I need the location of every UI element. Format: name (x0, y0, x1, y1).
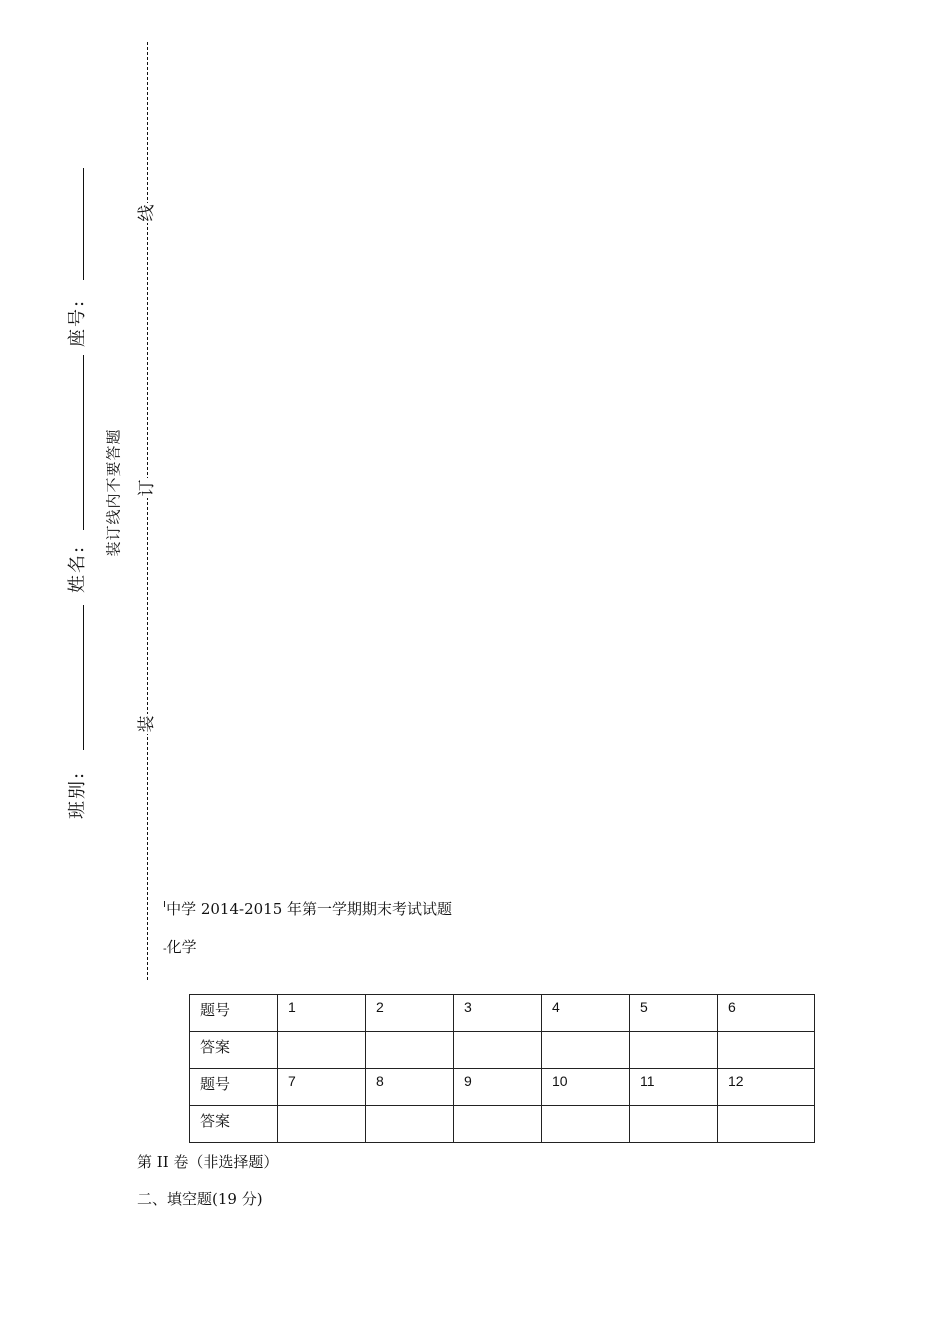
answer-cell[interactable] (278, 1032, 366, 1069)
table-cell: 6 (718, 995, 815, 1032)
exam-title: $^ı$中学 2014-2015 年第一学期期末考试试题 (163, 898, 453, 918)
seat-field[interactable] (83, 168, 84, 280)
part2-title: 第 II 卷（非选择题） (137, 1153, 279, 1171)
table-cell: 9 (454, 1069, 542, 1106)
answer-cell[interactable] (454, 1032, 542, 1069)
table-row (190, 1106, 815, 1143)
table-cell: 1 (278, 995, 366, 1032)
table-cell: 4 (542, 995, 630, 1032)
answer-cell[interactable] (278, 1106, 366, 1143)
class-label: 班别: (67, 770, 88, 820)
table-cell: 11 (630, 1069, 718, 1106)
answer-cell[interactable] (718, 1032, 815, 1069)
answer-cell[interactable] (542, 1032, 630, 1069)
binding-char-zhuang: 装 (137, 715, 157, 733)
table-cell: 10 (542, 1069, 630, 1106)
table-row (190, 1069, 815, 1106)
binding-char-ding: 订 (137, 479, 157, 497)
table-row (190, 1032, 815, 1069)
table-row (190, 995, 815, 1032)
answer-cell[interactable] (366, 1106, 454, 1143)
table-cell: 3 (454, 995, 542, 1032)
answer-cell[interactable] (630, 1106, 718, 1143)
class-field[interactable] (83, 605, 84, 750)
name-label: 姓名: (67, 544, 88, 594)
fill-blank-title: 二、填空题(19 分) (137, 1190, 263, 1208)
row-label: 题号 (190, 1069, 278, 1106)
table-cell: 12 (718, 1069, 815, 1106)
row-label: 答案 (190, 1106, 278, 1143)
table-cell: 8 (366, 1069, 454, 1106)
row-label: 题号 (190, 995, 278, 1032)
answer-cell[interactable] (630, 1032, 718, 1069)
answer-cell[interactable] (718, 1106, 815, 1143)
table-cell: 7 (278, 1069, 366, 1106)
binding-notice: 装订线内不要答题 (104, 428, 123, 557)
subject-title: -化学 (163, 938, 197, 956)
binding-char-xian: 线 (137, 204, 157, 222)
binding-dash-line (147, 42, 148, 980)
row-label: 答案 (190, 1032, 278, 1069)
answer-table (189, 994, 815, 1143)
table-cell: 5 (630, 995, 718, 1032)
answer-cell[interactable] (366, 1032, 454, 1069)
seat-label: 座号: (67, 298, 88, 348)
answer-cell[interactable] (454, 1106, 542, 1143)
table-cell: 2 (366, 995, 454, 1032)
name-field[interactable] (83, 355, 84, 530)
answer-cell[interactable] (542, 1106, 630, 1143)
